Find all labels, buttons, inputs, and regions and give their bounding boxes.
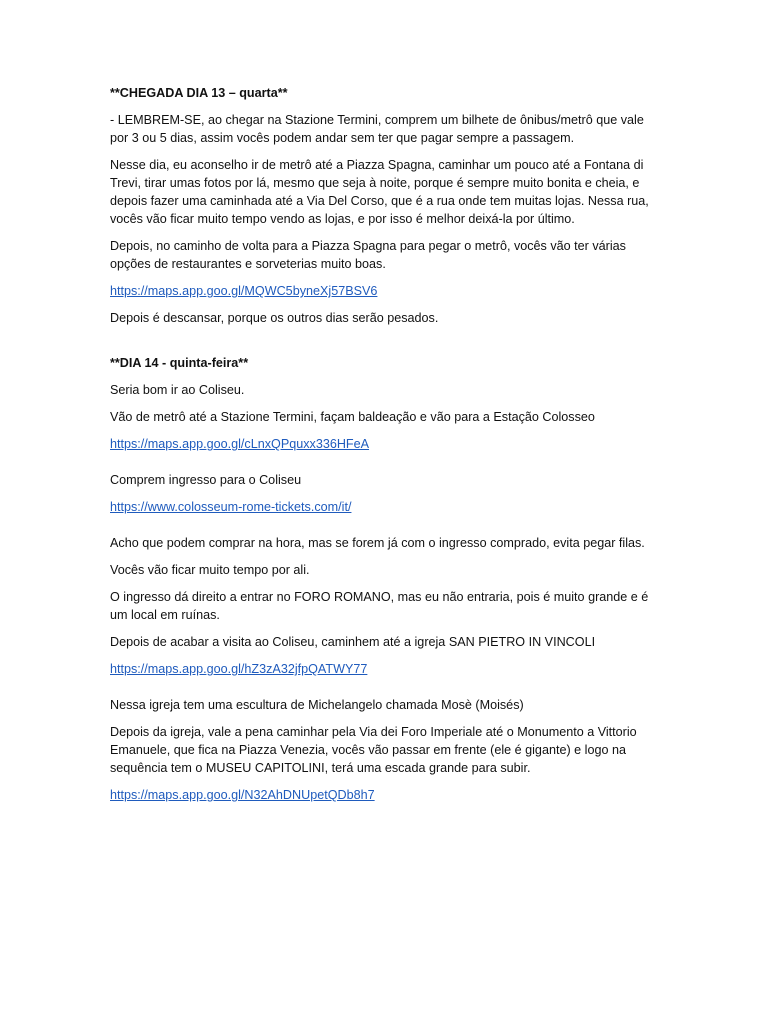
day14-church-directions: Depois de acabar a visita ao Coliseu, caminhem até a igreja SAN PIETRO IN VINCOLI xyxy=(110,635,596,649)
day14-metro-directions: Vão de metrô até a Stazione Termini, façam baldeação e vão para a Estação Colosseo xyxy=(110,410,595,424)
day14-colosseo-map-link[interactable]: https://maps.app.goo.gl/cLnxQPquxx336HFeA xyxy=(110,437,370,451)
day14-walk-directions: Depois da igreja, vale a pena caminhar pela Via dei Foro Imperiale até o Monumento a Vittorio Emanuele, que fica na Piazza Venezia, vocês vão passar em frente (ele é gigante) e logo na sequência tem o MUSEU CAPITOLINI, terá uma escada grande para subir. xyxy=(110,725,637,775)
day13-transport-tip: - LEMBREM-SE, ao chegar na Stazione Termini, comprem um bilhete de ônibus/metrô que vale por 3 ou 5 dias, assim vocês podem andar sem ter que pagar sempre a passagem. xyxy=(110,113,644,145)
document-page xyxy=(110,84,662,813)
day14-ticket-link[interactable]: https://www.colosseum-rome-tickets.com/it/ xyxy=(110,500,352,514)
day14-foro-romano-note: O ingresso dá direito a entrar no FORO ROMANO, mas eu não entraria, pois é muito grande e é um local em ruínas. xyxy=(110,590,649,622)
day13-map-link[interactable]: https://maps.app.goo.gl/MQWC5byneXj57BSV6 xyxy=(110,284,378,298)
day13-heading: **CHEGADA DIA 13 – quarta** xyxy=(110,86,288,100)
day13-return-tip: Depois, no caminho de volta para a Piazza Spagna para pegar o metrô, vocês vão ter várias opções de restaurantes e sorveterias muito boas. xyxy=(110,239,626,271)
day14-ticket-note: Comprem ingresso para o Coliseu xyxy=(110,473,302,487)
day14-heading: **DIA 14 - quinta-feira** xyxy=(110,356,249,370)
day14-church-map-link[interactable]: https://maps.app.goo.gl/hZ3zA32jfpQATWY77 xyxy=(110,662,368,676)
day13-rest-note: Depois é descansar, porque os outros dias serão pesados. xyxy=(110,311,439,325)
day13-itinerary: Nesse dia, eu aconselho ir de metrô até a Piazza Spagna, caminhar um pouco até a Fontana di Trevi, tirar umas fotos por lá, mesmo que seja à noite, porque é sempre muito bonita e cheia, e depois fazer uma caminhada até a Via Del Corso, que é a rua onde tem muitas lojas. Nessa rua, vocês vão ficar muito tempo vendo as lojas, e por isso é melhor deixá-la por último. xyxy=(110,158,649,226)
day14-museum-map-link[interactable]: https://maps.app.goo.gl/N32AhDNUpetQDb8h7 xyxy=(110,788,375,802)
day14-sculpture-note: Nessa igreja tem uma escultura de Michelangelo chamada Mosè (Moisés) xyxy=(110,698,524,712)
day14-queue-tip: Acho que podem comprar na hora, mas se forem já com o ingresso comprado, evita pegar filas. xyxy=(110,536,645,550)
day14-coliseum-note: Seria bom ir ao Coliseu. xyxy=(110,383,245,397)
day14-time-note: Vocês vão ficar muito tempo por ali. xyxy=(110,563,310,577)
